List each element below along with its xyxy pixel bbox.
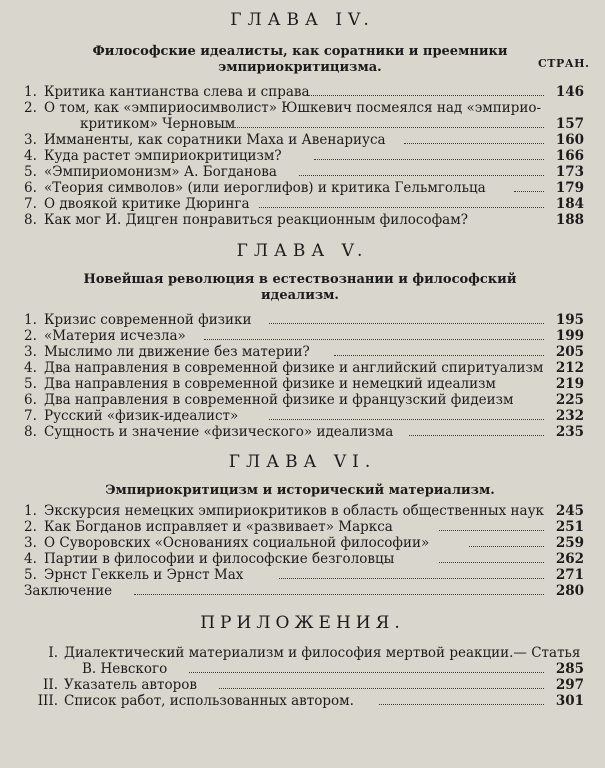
entry-number: III.	[37, 693, 58, 709]
toc-entry[interactable]	[24, 180, 584, 196]
toc-entry[interactable]	[24, 84, 584, 100]
entry-number: I.	[48, 645, 58, 661]
dot-leader	[409, 435, 544, 436]
toc-entry[interactable]	[24, 645, 584, 661]
toc-entry[interactable]	[24, 693, 584, 709]
chapter-4-subtitle	[60, 44, 540, 76]
entry-number: 3.	[24, 535, 37, 551]
dot-leader	[404, 143, 544, 144]
chapter-4-subtitle-line2: эмпириокритицизма.	[218, 60, 382, 75]
entry-page: 251	[555, 519, 584, 535]
entry-page: 245	[555, 503, 584, 519]
dot-leader	[134, 594, 544, 595]
toc-entry[interactable]	[24, 535, 584, 551]
chapter-5-subtitle-line1: Новейшая революция в естествознании и философский	[83, 272, 517, 287]
toc-entry[interactable]	[24, 360, 584, 376]
entry-title: «Материя исчезла»	[44, 328, 186, 344]
entry-title-cont: В. Невского	[82, 661, 168, 677]
entry-number: 5.	[24, 164, 37, 180]
dot-leader	[189, 672, 544, 673]
entry-title: Кризис современной физики	[44, 312, 252, 328]
toc-entry[interactable]	[24, 328, 584, 344]
entry-title-cont: критиком» Черновым	[80, 116, 236, 132]
entry-title: Сущность и значение «физического» идеализма	[44, 424, 394, 440]
toc-entry[interactable]	[24, 148, 584, 164]
dot-leader	[269, 323, 544, 324]
entry-number: 6.	[24, 180, 37, 196]
entry-title: Как мог И. Дицген понравиться реакционным философам?	[44, 212, 468, 228]
entry-number: 1.	[24, 503, 37, 519]
entry-title: Заключение	[24, 583, 113, 599]
dot-leader	[334, 355, 544, 356]
toc-entry[interactable]	[24, 344, 584, 360]
entry-page: 219	[555, 376, 584, 392]
toc-entry[interactable]	[24, 164, 584, 180]
entry-number: 4.	[24, 148, 37, 164]
toc-entry-continued[interactable]	[24, 116, 584, 132]
dot-leader	[309, 95, 544, 96]
toc-entry-continued[interactable]	[24, 661, 584, 677]
dot-leader	[259, 207, 544, 208]
entry-title: Мыслимо ли движение без материи?	[44, 344, 310, 360]
toc-entry[interactable]	[24, 392, 584, 408]
dot-leader	[314, 159, 544, 160]
entry-page: 195	[555, 312, 584, 328]
entry-page: 225	[555, 392, 584, 408]
entry-page: 271	[555, 567, 584, 583]
dot-leader	[469, 546, 544, 547]
entry-page: 262	[555, 551, 584, 567]
chapter-4-subtitle-line1: Философские идеалисты, как соратники и преемники	[92, 44, 508, 59]
entry-number: 2.	[24, 328, 37, 344]
entry-page: 297	[555, 677, 584, 693]
dot-leader	[514, 191, 544, 192]
chapter-6-title: ГЛАВА VI.	[228, 452, 377, 472]
chapter-4-title: ГЛАВА IV.	[230, 10, 375, 30]
toc-entry[interactable]	[24, 503, 584, 519]
entry-number: 7.	[24, 408, 37, 424]
entry-number: 6.	[24, 392, 37, 408]
toc-entry[interactable]	[24, 677, 584, 693]
entry-page: 285	[555, 661, 584, 677]
entry-number: 3.	[24, 344, 37, 360]
entry-title: Указатель авторов	[64, 677, 197, 693]
entry-page: 205	[555, 344, 584, 360]
entry-number: 8.	[24, 212, 37, 228]
toc-entry[interactable]	[24, 212, 584, 228]
entry-title: Экскурсия немецких эмпириокритиков в область общественных наук	[44, 503, 544, 519]
appendix-title: ПРИЛОЖЕНИЯ.	[200, 613, 405, 633]
entry-title: Имманенты, как соратники Маха и Авенариуса	[44, 132, 386, 148]
entry-page: 146	[555, 84, 584, 100]
entry-title: Куда растет эмпириокритицизм?	[44, 148, 282, 164]
entry-number: 1.	[24, 312, 37, 328]
entry-page: 235	[555, 424, 584, 440]
entry-number: 8.	[24, 424, 37, 440]
entry-title: «Эмпириомонизм» А. Богданова	[44, 164, 277, 180]
toc-entry-conclusion[interactable]	[24, 583, 584, 599]
entry-page: 212	[555, 360, 584, 376]
entry-title: Партии в философии и философские безголовцы	[44, 551, 395, 567]
toc-entry[interactable]	[24, 424, 584, 440]
dot-leader	[269, 419, 544, 420]
toc-entry[interactable]	[24, 376, 584, 392]
entry-title: Два направления в современной физике и немецкий идеализм	[44, 376, 496, 392]
entry-page: 301	[555, 693, 584, 709]
entry-page: 179	[555, 180, 584, 196]
toc-entry[interactable]	[24, 519, 584, 535]
toc-entry[interactable]	[24, 567, 584, 583]
entry-page: 173	[555, 164, 584, 180]
dot-leader	[204, 339, 544, 340]
dot-leader	[379, 704, 544, 705]
dot-leader	[439, 562, 544, 563]
dot-leader	[219, 688, 544, 689]
dot-leader	[224, 127, 544, 128]
entry-title: «Теория символов» (или иероглифов) и критика Гельмгольца	[44, 180, 486, 196]
entry-page: 259	[555, 535, 584, 551]
entry-number: 4.	[24, 360, 37, 376]
entry-number: 2.	[24, 519, 37, 535]
entry-page: 166	[555, 148, 584, 164]
entry-page: 232	[555, 408, 584, 424]
entry-page: 199	[555, 328, 584, 344]
page-column-header: СТРАН.	[538, 57, 590, 70]
dot-leader	[279, 578, 544, 579]
entry-title: Эрнст Геккель и Эрнст Мах	[44, 567, 244, 583]
entry-number: 1.	[24, 84, 37, 100]
entry-number: 4.	[24, 551, 37, 567]
chapter-5-title: ГЛАВА V.	[236, 241, 369, 261]
entry-page: 280	[555, 583, 584, 599]
entry-title: Критика кантианства слева и справа	[44, 84, 310, 100]
toc-entry[interactable]	[24, 312, 584, 328]
chapter-5-subtitle	[60, 272, 540, 304]
entry-page: 188	[555, 212, 584, 228]
entry-number: 2.	[24, 100, 37, 116]
entry-number: 3.	[24, 132, 37, 148]
entry-page: 157	[555, 116, 584, 132]
entry-title: Русский «физик-идеалист»	[44, 408, 239, 424]
dot-leader	[439, 530, 544, 531]
entry-title: Два направления в современной физике и английский спиритуализм	[44, 360, 544, 376]
entry-title: О двоякой критике Дюринга	[44, 196, 250, 212]
dot-leader	[299, 175, 544, 176]
toc-entry[interactable]	[24, 408, 584, 424]
entry-page: 160	[555, 132, 584, 148]
entry-number: 5.	[24, 567, 37, 583]
entry-title: О том, как «эмпириосимволист» Юшкевич посмеялся над «эмпирио-	[44, 100, 542, 116]
toc-entry[interactable]	[24, 196, 584, 212]
chapter-6-subtitle: Эмпириокритицизм и исторический материализм.	[105, 483, 495, 498]
toc-entry[interactable]	[24, 551, 584, 567]
entry-number: 5.	[24, 376, 37, 392]
entry-title: О Суворовских «Основаниях социальной философии»	[44, 535, 430, 551]
entry-title: Два направления в современной физике и французский фидеизм	[44, 392, 514, 408]
entry-page: 184	[555, 196, 584, 212]
chapter-5-subtitle-line2: идеализм.	[261, 288, 339, 303]
entry-title: Как Богданов исправляет и «развивает» Маркса	[44, 519, 393, 535]
entry-title: Диалектический материализм и философия мертвой реакции.— Статья	[64, 645, 581, 661]
toc-entry[interactable]	[24, 100, 584, 116]
entry-number: 7.	[24, 196, 37, 212]
entry-number: II.	[43, 677, 58, 693]
toc-entry[interactable]	[24, 132, 584, 148]
entry-title: Список работ, использованных автором.	[64, 693, 354, 709]
